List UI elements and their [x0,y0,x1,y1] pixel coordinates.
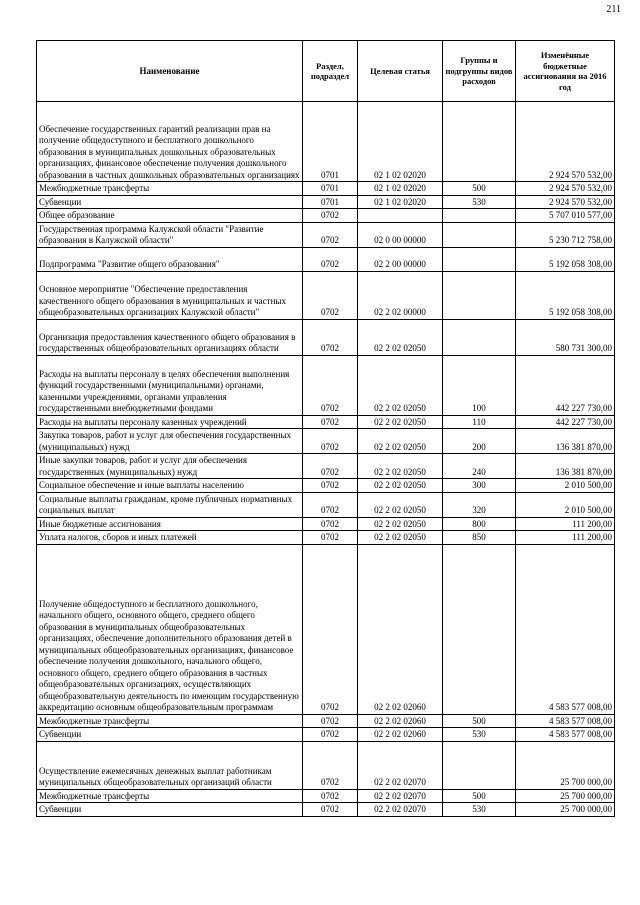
cell-group [443,247,516,271]
cell-name: Расходы на выплаты персоналу казенных учреждений [37,415,303,429]
cell-target: 02 2 00 00000 [358,247,443,271]
cell-group [443,222,516,247]
cell-section: 0701 [303,195,358,209]
table-row [37,803,615,817]
cell-name: Социальное обеспечение и иные выплаты населению [37,479,303,493]
cell-amount: 25 700 000,00 [516,789,615,803]
cell-amount: 4 583 577 008,00 [516,728,615,742]
cell-amount: 136 381 870,00 [516,429,615,454]
cell-target: 02 2 02 02060 [358,728,443,742]
table-row [37,492,615,517]
cell-group: 500 [443,714,516,728]
cell-target: 02 2 02 02050 [358,415,443,429]
cell-name: Обеспечение государственных гарантий реализации прав на получение общедоступного и бесплатного дошкольного образования в муниципальных дошкольных образовательных организациях, финансовое обеспечение получения дошкольного образования в частных дошкольных образовательных организациях [37,102,303,182]
cell-name: Иные закупки товаров, работ и услуг для обеспечения государственных (муниципальных) нужд [37,454,303,479]
cell-name: Подпрограмма "Развитие общего образования" [37,247,303,271]
cell-name: Основное мероприятие "Обеспечение предоставления качественного общего образования в муниципальных и частных общеобразовательных организациях Калужской области" [37,271,303,319]
cell-amount: 5 707 010 577,00 [516,209,615,223]
cell-name: Межбюджетные трансферты [37,714,303,728]
cell-section: 0702 [303,714,358,728]
cell-target: 02 2 02 02070 [358,803,443,817]
header-section: Раздел, подраздел [303,41,358,102]
cell-section: 0702 [303,544,358,714]
cell-amount: 5 230 712 758,00 [516,222,615,247]
cell-section: 0701 [303,182,358,196]
table-row [37,355,615,415]
cell-group [443,209,516,223]
cell-target: 02 2 02 02050 [358,517,443,531]
cell-section: 0702 [303,222,358,247]
cell-target: 02 2 02 02050 [358,355,443,415]
cell-target: 02 2 02 02070 [358,789,443,803]
cell-group: 500 [443,182,516,196]
table-row [37,728,615,742]
cell-target: 02 2 02 02070 [358,741,443,789]
cell-group: 240 [443,454,516,479]
cell-section: 0702 [303,517,358,531]
cell-name: Межбюджетные трансферты [37,789,303,803]
cell-amount: 111 200,00 [516,517,615,531]
cell-section: 0702 [303,789,358,803]
cell-amount: 4 583 577 008,00 [516,714,615,728]
cell-section: 0702 [303,415,358,429]
table-row [37,209,615,223]
cell-section: 0702 [303,479,358,493]
cell-section: 0702 [303,728,358,742]
cell-section: 0702 [303,355,358,415]
table-row [37,531,615,545]
header-target: Целевая статья [358,41,443,102]
cell-section: 0702 [303,247,358,271]
cell-target: 02 2 02 02050 [358,454,443,479]
cell-name: Иные бюджетные ассигнования [37,517,303,531]
cell-amount: 2 010 500,00 [516,492,615,517]
cell-group: 530 [443,728,516,742]
table-row [37,517,615,531]
table-row [37,789,615,803]
table-row [37,415,615,429]
cell-group [443,102,516,182]
cell-amount: 2 924 570 532,00 [516,195,615,209]
cell-name: Субвенции [37,803,303,817]
cell-name: Получение общедоступного и бесплатного дошкольного, начального общего, основного общего, среднего общего образования в муниципальных общеобразовательных организациях, обеспечение дополнительного образования детей в муниципальных общеобразовательных организациях, финансовое обеспечение получения дошкольного, начального общего, основного общего, среднего общего образования в частных общеобразовательных организациях, осуществляющих общеобразовательную деятельность по имеющим государственную аккредитацию основным общеобразовательным программам [37,544,303,714]
cell-group: 530 [443,803,516,817]
table-row [37,319,615,355]
cell-section: 0702 [303,271,358,319]
cell-target: 02 2 02 00000 [358,271,443,319]
budget-table [36,40,615,817]
cell-amount: 4 583 577 008,00 [516,544,615,714]
cell-target: 02 2 02 02050 [358,319,443,355]
cell-target: 02 2 02 02050 [358,479,443,493]
cell-group: 500 [443,789,516,803]
cell-target [358,209,443,223]
cell-group: 300 [443,479,516,493]
cell-group [443,741,516,789]
cell-group [443,544,516,714]
cell-group: 110 [443,415,516,429]
table-row [37,544,615,714]
table-row [37,102,615,182]
cell-amount: 25 700 000,00 [516,741,615,789]
cell-name: Общее образование [37,209,303,223]
cell-section: 0702 [303,803,358,817]
cell-amount: 25 700 000,00 [516,803,615,817]
cell-section: 0702 [303,319,358,355]
header-groups: Группы и подгруппы видов расходов [443,41,516,102]
cell-amount: 2 924 570 532,00 [516,182,615,196]
cell-name: Уплата налогов, сборов и иных платежей [37,531,303,545]
table-row [37,714,615,728]
cell-group [443,319,516,355]
cell-target: 02 1 02 02020 [358,102,443,182]
cell-group [443,271,516,319]
cell-group: 850 [443,531,516,545]
cell-section: 0702 [303,492,358,517]
cell-group: 200 [443,429,516,454]
table-row [37,429,615,454]
cell-amount: 2 010 500,00 [516,479,615,493]
cell-section: 0701 [303,102,358,182]
cell-name: Закупка товаров, работ и услуг для обеспечения государственных (муниципальных) нужд [37,429,303,454]
table-row [37,454,615,479]
cell-target: 02 0 00 00000 [358,222,443,247]
table-row [37,247,615,271]
cell-group: 100 [443,355,516,415]
cell-target: 02 2 02 02060 [358,544,443,714]
cell-name: Субвенции [37,195,303,209]
cell-name: Организация предоставления качественного общего образования в государственных общеобразовательных организациях области [37,319,303,355]
table-row [37,479,615,493]
cell-amount: 580 731 300,00 [516,319,615,355]
cell-section: 0702 [303,741,358,789]
header-name: Наименование [37,41,303,102]
cell-amount: 136 381 870,00 [516,454,615,479]
cell-amount: 111 200,00 [516,531,615,545]
cell-section: 0702 [303,454,358,479]
cell-target: 02 2 02 02050 [358,531,443,545]
cell-target: 02 2 02 02060 [358,714,443,728]
cell-target: 02 1 02 02020 [358,195,443,209]
table-row [37,271,615,319]
page-number: 211 [606,4,621,15]
cell-section: 0702 [303,531,358,545]
cell-group: 800 [443,517,516,531]
cell-section: 0702 [303,429,358,454]
cell-amount: 5 192 058 308,00 [516,271,615,319]
cell-amount: 2 924 570 532,00 [516,102,615,182]
cell-target: 02 1 02 02020 [358,182,443,196]
cell-name: Социальные выплаты гражданам, кроме публичных нормативных социальных выплат [37,492,303,517]
table-row [37,182,615,196]
cell-name: Субвенции [37,728,303,742]
table-row [37,741,615,789]
cell-name: Осуществление ежемесячных денежных выплат работникам муниципальных общеобразовательных организаций области [37,741,303,789]
cell-amount: 442 227 730,00 [516,355,615,415]
cell-target: 02 2 02 02050 [358,429,443,454]
cell-name: Государственная программа Калужской области "Развитие образования в Калужской области" [37,222,303,247]
cell-name: Межбюджетные трансферты [37,182,303,196]
cell-section: 0702 [303,209,358,223]
cell-name: Расходы на выплаты персоналу в целях обеспечения выполнения функций государственными (муниципальными) органами, казенными учреждениями, органами управления государственными внебюджетными фондами [37,355,303,415]
cell-target: 02 2 02 02050 [358,492,443,517]
cell-group: 530 [443,195,516,209]
table-header-row [37,41,615,102]
table-row [37,195,615,209]
cell-group: 320 [443,492,516,517]
header-amount: Изменённые бюджетные ассигнования на 2016 год [516,41,615,102]
cell-amount: 442 227 730,00 [516,415,615,429]
table-row [37,222,615,247]
cell-amount: 5 192 058 308,00 [516,247,615,271]
